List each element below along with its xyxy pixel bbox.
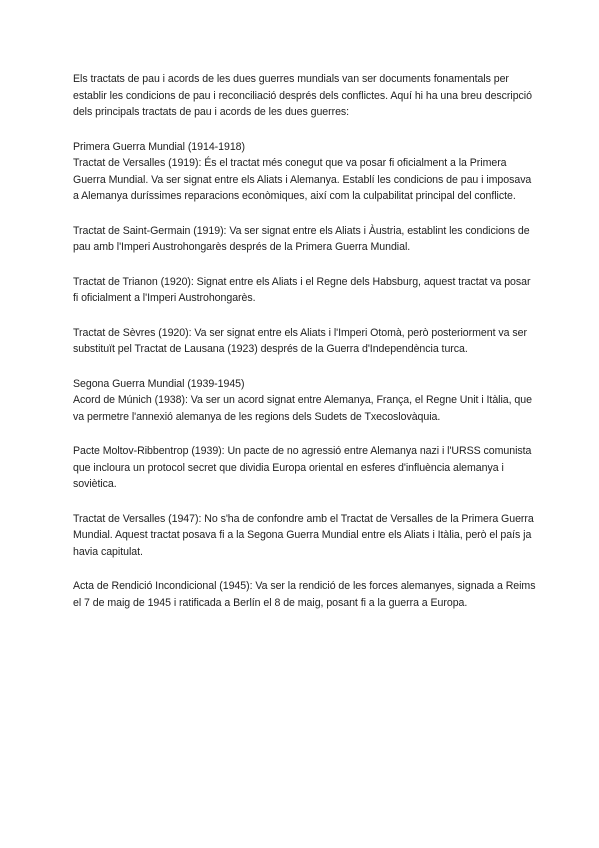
unconditional-surrender-paragraph: Acta de Rendició Incondicional (1945): Va ser la rendició de les forces alemanyes, signada a Reims el 7 de maig de 1945 i ratificada a Berlín el 8 de maig, posant fi a la guerra a Europa. xyxy=(73,580,536,610)
intro-paragraph: Els tractats de pau i acords de les dues guerres mundials van ser documents fonamentals per establir les condicions de pau i reconciliació després dels conflictes. Aquí hi ha una breu descripció dels principals tractats de pau i acords de les dues guerres: xyxy=(73,73,532,119)
versailles-1919-paragraph: Tractat de Versalles (1919): És el tractat més conegut que va posar fi oficialment a la Primera Guerra Mundial. Va ser signat entre els Aliats i Alemanya. Establí les condicions de pau i imposava a Alemanya duríssimes reparacions econòmiques, així com la culpabilitat principal del conflicte. xyxy=(73,157,532,203)
document-page xyxy=(73,71,538,629)
munich-paragraph: Acord de Múnich (1938): Va ser un acord signat entre Alemanya, França, el Regne Unit i Itàlia, que va permetre l'annexió alemanya de les regions dels Sudets de Txecoslovàquia. xyxy=(73,394,532,423)
sevres-paragraph: Tractat de Sèvres (1920): Va ser signat entre els Aliats i l'Imperi Otomà, però posteriorment va ser substituït pel Tractat de Lausana (1923) després de la Guerra d'Independència turca. xyxy=(73,326,527,356)
ww1-heading: Primera Guerra Mundial (1914-1918) xyxy=(73,140,246,153)
versailles-1947-paragraph: Tractat de Versalles (1947): No s'ha de confondre amb el Tractat de Versalles de la Primera Guerra Mundial. Aquest tractat posava fi a la Segona Guerra Mundial entre els Aliats i Itàlia, però el país ja havia capitulat. xyxy=(73,512,534,559)
saint-germain-paragraph: Tractat de Saint-Germain (1919): Va ser signat entre els Aliats i Àustria, establint les condicions de pau amb l'Imperi Austrohongarès després de la Primera Guerra Mundial. xyxy=(73,224,530,254)
ww2-heading: Segona Guerra Mundial (1939-1945) xyxy=(73,377,245,390)
trianon-paragraph: Tractat de Trianon (1920): Signat entre els Aliats i el Regne dels Habsburg, aquest tractat va posar fi oficialment a l'Imperi Austrohongarès. xyxy=(73,275,531,305)
molotov-ribbentrop-paragraph: Pacte Moltov-Ribbentrop (1939): Un pacte de no agressió entre Alemanya nazi i l'URSS comunista que incloura un protocol secret que dividia Europa oriental en esferes d'influència alemanya i soviètica. xyxy=(73,445,532,491)
